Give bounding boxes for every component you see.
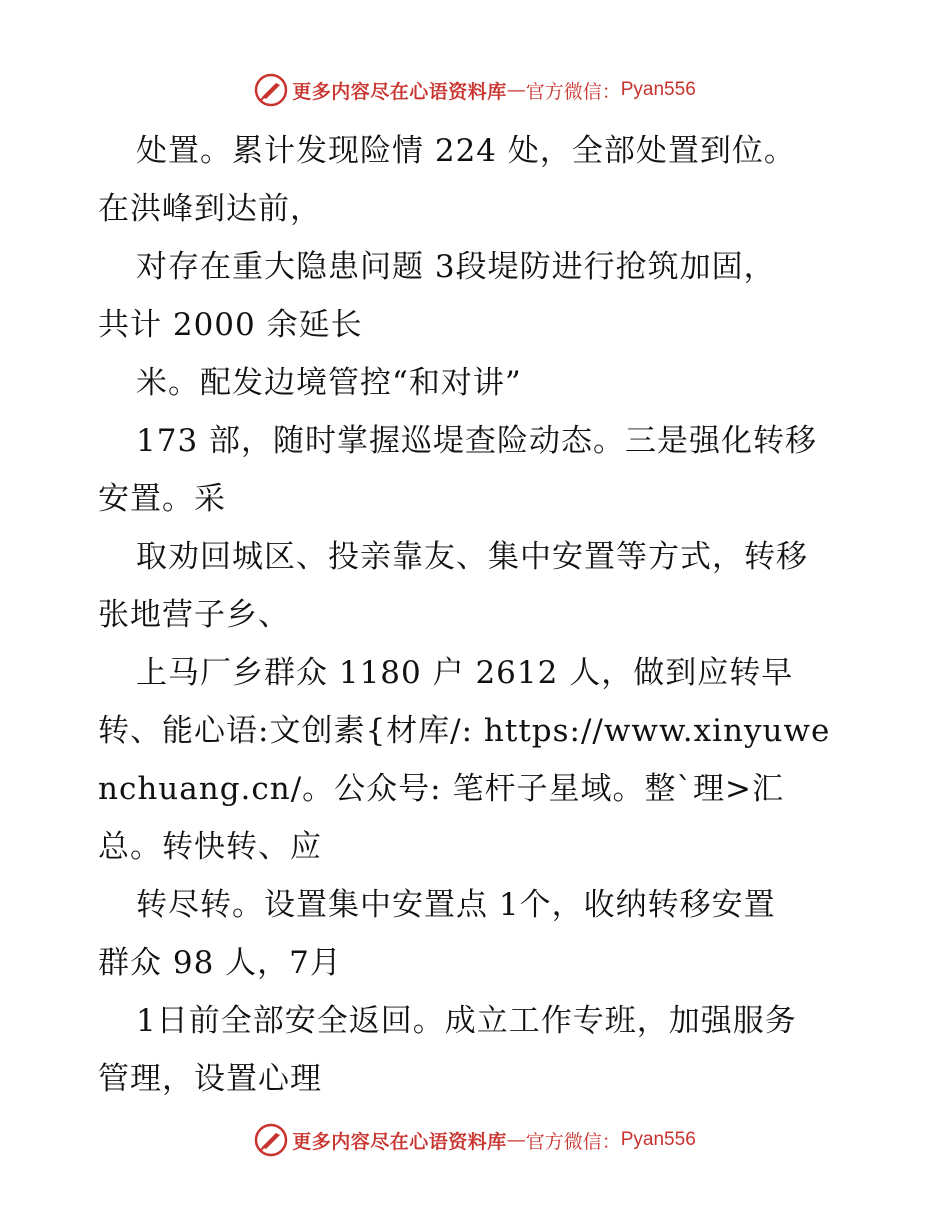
quill-logo-icon bbox=[254, 73, 288, 107]
footer-handle: Pyan556 bbox=[620, 1129, 696, 1150]
body-line: 在洪峰到达前， bbox=[98, 191, 322, 227]
body-line: 安置。采 bbox=[98, 481, 226, 517]
header-handle: Pyan556 bbox=[620, 79, 696, 100]
body-line: nchuang.cn/。公众号: 笔杆子星域。整`理>汇 bbox=[98, 771, 784, 807]
footer-official-text: 官方微信： bbox=[525, 1130, 621, 1153]
body-line: 转、能心语:文创素{材库/: https://www.xinyuwe bbox=[98, 713, 831, 749]
body-line: 取劝回城区、投亲靠友、集中安置等方式，转移 bbox=[136, 539, 808, 575]
header-official-text: 官方微信： bbox=[525, 80, 621, 103]
body-line: 共计 2000 余延长 bbox=[98, 307, 363, 343]
body-line: 173 部，随时掌握巡堤查险动态。三是强化转移 bbox=[136, 423, 818, 459]
header-brand-text: 更多内容尽在心语资料库 bbox=[292, 80, 507, 103]
body-line: 上马厂乡群众 1180 户 2612 人，做到应转早 bbox=[136, 655, 794, 691]
body-line: 处置。累计发现险情 224 处，全部处置到位。 bbox=[136, 133, 796, 169]
body-line: 总。转快转、应 bbox=[98, 829, 322, 865]
body-line: 对存在重大隐患问题 3段堤防进行抢筑加固， bbox=[136, 249, 776, 285]
body-line: 张地营子乡、 bbox=[98, 597, 290, 633]
header-dash: — bbox=[506, 79, 526, 101]
body-line: 转尽转。设置集中安置点 1个，收纳转移安置 bbox=[136, 887, 776, 923]
document-body bbox=[98, 122, 858, 1108]
quill-logo-icon bbox=[254, 1123, 288, 1157]
header-banner bbox=[0, 70, 950, 110]
footer-banner bbox=[0, 1120, 950, 1160]
body-line: 管理，设置心理 bbox=[98, 1061, 322, 1097]
footer-dash: — bbox=[506, 1129, 526, 1151]
body-line: 1日前全部安全返回。成立工作专班，加强服务 bbox=[136, 1003, 797, 1039]
footer-brand-text: 更多内容尽在心语资料库 bbox=[292, 1130, 507, 1153]
body-line: 米。配发边境管控“和对讲” bbox=[136, 365, 522, 401]
body-line: 群众 98 人，7月 bbox=[98, 945, 342, 981]
